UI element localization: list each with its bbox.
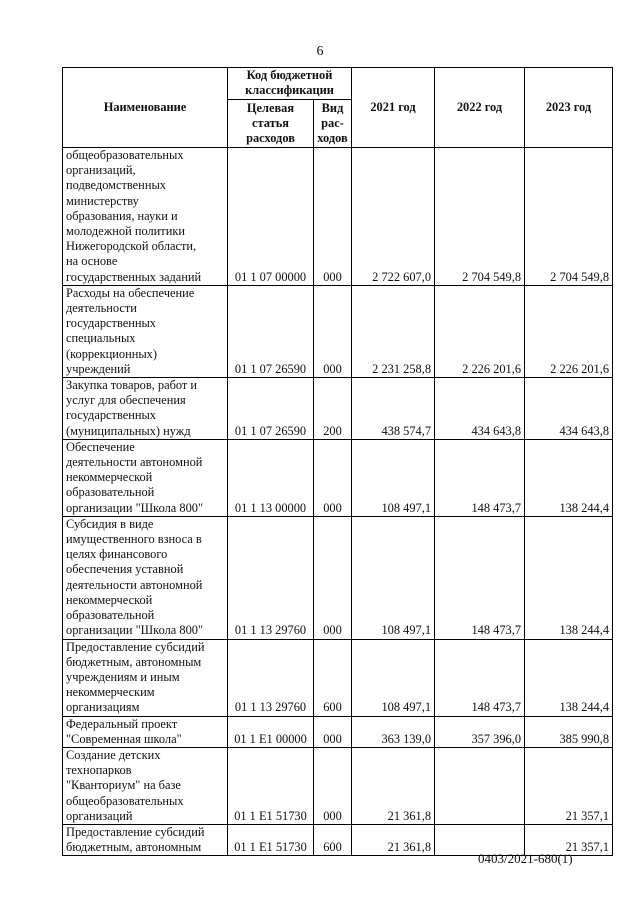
document-code: 0403/2021-680(1) — [478, 851, 573, 866]
row-kind: 600 — [314, 639, 352, 716]
row-kind: 000 — [314, 439, 352, 516]
table-row — [63, 439, 613, 516]
header-2021: 2021 год — [352, 68, 435, 148]
row-code: 01 1 E1 00000 — [228, 716, 314, 747]
table-row — [63, 716, 613, 747]
row-2021: 2 722 607,0 — [352, 148, 435, 286]
row-kind: 000 — [314, 148, 352, 286]
row-2023: 434 643,8 — [525, 378, 613, 440]
row-name: Расходы на обеспечение деятельности государственных специальных (коррекционных) учреждений — [63, 285, 228, 377]
row-kind: 000 — [314, 747, 352, 824]
table-row — [63, 285, 613, 377]
row-name: Федеральный проект "Современная школа" — [63, 716, 228, 747]
row-kind: 000 — [314, 716, 352, 747]
row-name: общеобразовательных организаций, подведомственных министерству образования, науки и молодежной политики Нижегородской области, на основе государственных заданий — [63, 148, 228, 286]
row-name: Обеспечение деятельности автономной некоммерческой образовательной организации "Школа 800" — [63, 439, 228, 516]
row-2021: 363 139,0 — [352, 716, 435, 747]
row-code: 01 1 07 26590 — [228, 378, 314, 440]
row-code: 01 1 13 00000 — [228, 439, 314, 516]
row-code: 01 1 13 29760 — [228, 516, 314, 639]
row-2021: 108 497,1 — [352, 439, 435, 516]
row-2021: 2 231 258,8 — [352, 285, 435, 377]
row-2022 — [435, 747, 525, 824]
row-kind: 200 — [314, 378, 352, 440]
row-2023: 138 244,4 — [525, 516, 613, 639]
row-2023: 138 244,4 — [525, 439, 613, 516]
header-name: Наименование — [63, 68, 228, 148]
row-2021: 21 361,8 — [352, 824, 435, 855]
row-2023: 21 357,1 — [525, 824, 613, 855]
row-2022: 2 704 549,8 — [435, 148, 525, 286]
row-2022: 434 643,8 — [435, 378, 525, 440]
page-number: 6 — [316, 44, 324, 59]
row-code: 01 1 07 00000 — [228, 148, 314, 286]
row-code: 01 1 E1 51730 — [228, 747, 314, 824]
row-2021: 438 574,7 — [352, 378, 435, 440]
row-2023: 2 226 201,6 — [525, 285, 613, 377]
row-code: 01 1 E1 51730 — [228, 824, 314, 855]
row-2023: 21 357,1 — [525, 747, 613, 824]
row-name: Создание детских технопарков "Кванториум" на базе общеобразовательных организаций — [63, 747, 228, 824]
row-kind: 600 — [314, 824, 352, 855]
row-2021: 21 361,8 — [352, 747, 435, 824]
table-row — [63, 516, 613, 639]
header-expense-kind: Вид рас-ходов — [314, 100, 352, 148]
row-name: Предоставление субсидий бюджетным, автономным учреждениям и иным некоммерческим организациям — [63, 639, 228, 716]
row-2023: 2 704 549,8 — [525, 148, 613, 286]
budget-table — [62, 67, 613, 856]
row-2023: 138 244,4 — [525, 639, 613, 716]
header-target-article: Целевая статья расходов — [228, 100, 314, 148]
table-row — [63, 148, 613, 286]
row-code: 01 1 13 29760 — [228, 639, 314, 716]
row-2022: 148 473,7 — [435, 516, 525, 639]
table-row — [63, 747, 613, 824]
row-code: 01 1 07 26590 — [228, 285, 314, 377]
header-2022: 2022 год — [435, 68, 525, 148]
row-2021: 108 497,1 — [352, 639, 435, 716]
table-row — [63, 639, 613, 716]
row-2021: 108 497,1 — [352, 516, 435, 639]
row-name: Предоставление субсидий бюджетным, автономным — [63, 824, 228, 855]
row-kind: 000 — [314, 516, 352, 639]
header-2023: 2023 год — [525, 68, 613, 148]
row-name: Закупка товаров, работ и услуг для обеспечения государственных (муниципальных) нужд — [63, 378, 228, 440]
row-2022: 148 473,7 — [435, 439, 525, 516]
row-2022: 2 226 201,6 — [435, 285, 525, 377]
row-2022: 357 396,0 — [435, 716, 525, 747]
row-name: Субсидия в виде имущественного взноса в целях финансового обеспечения уставной деятельности автономной некоммерческой образовательной организации "Школа 800" — [63, 516, 228, 639]
header-code-group: Код бюджетной классификации — [228, 68, 352, 100]
row-kind: 000 — [314, 285, 352, 377]
row-2022: 148 473,7 — [435, 639, 525, 716]
table-row — [63, 378, 613, 440]
row-2023: 385 990,8 — [525, 716, 613, 747]
